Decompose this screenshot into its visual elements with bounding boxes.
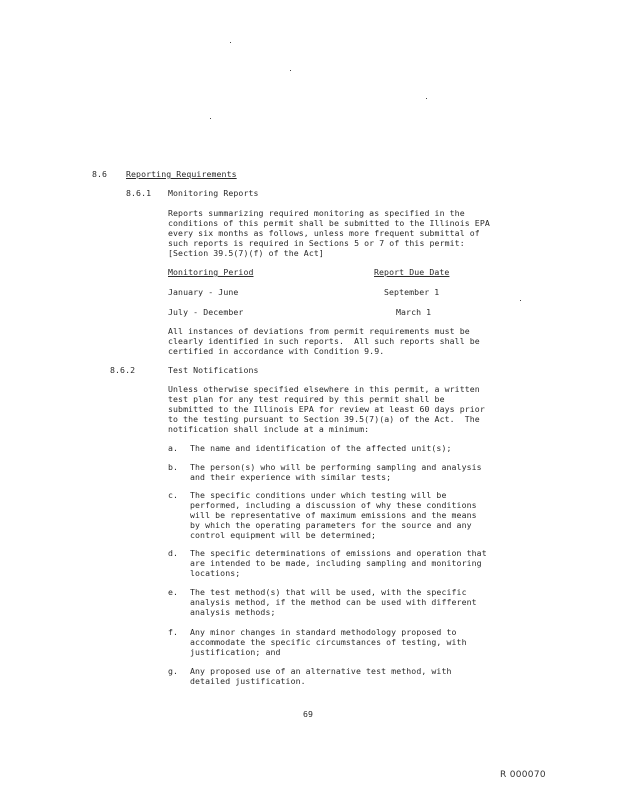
list-item-letter: b. [168, 462, 179, 472]
list-item-letter: a. [168, 443, 179, 453]
table-cell-due-date: September 1 [384, 287, 440, 297]
list-item-text: Any proposed use of an alternative test method, with detailed justification. [190, 666, 452, 686]
list-item-letter: e. [168, 587, 179, 597]
table-header-monitoring-period: Monitoring Period [168, 267, 254, 277]
scan-speck [290, 70, 291, 71]
list-item-text: The specific determinations of emissions and operation that are intended to be made, including sampling and monitoring locations; [190, 548, 487, 578]
list-item-text: The person(s) who will be performing sampling and analysis and their experience with similar tests; [190, 462, 482, 482]
list-item-letter: d. [168, 548, 179, 558]
list-item-text: Any minor changes in standard methodology proposed to accommodate the specific circumstances of testing, with justification; and [190, 627, 467, 657]
list-item-letter: f. [168, 627, 179, 637]
scan-speck [520, 300, 521, 301]
scan-speck [230, 42, 231, 43]
subsection-1-number: 8.6.1 [126, 188, 152, 198]
table-cell-due-date: March 1 [396, 307, 432, 317]
list-item-text: The test method(s) that will be used, with the specific analysis method, if the method can be used with different analysis methods; [190, 587, 477, 617]
scan-speck [210, 118, 211, 119]
subsection-2-intro: Unless otherwise specified elsewhere in this permit, a written test plan for any test required by this permit shall be submitted to the Illinois EPA for review at least 60 days prior to the testing pursuant to Section 39.5(7)(a) of the Act. The notification shall include at a minimum: [168, 384, 485, 434]
subsection-2-number: 8.6.2 [110, 365, 136, 375]
table-cell-period: January - June [168, 287, 239, 297]
scan-speck [426, 98, 427, 99]
list-item-letter: c. [168, 490, 179, 500]
bates-stamp: R 000070 [500, 770, 546, 780]
list-item-text: The specific conditions under which testing will be performed, including a discussion of why these conditions will be representative of maximum emissions and the means by which the operating parameters for the source and any control equipment will be determined; [190, 490, 477, 540]
subsection-1-intro: Reports summarizing required monitoring as specified in the conditions of this permit shall be submitted to the Illinois EPA every six months as follows, unless more frequent submittal of such reports is required in Sections 5 or 7 of this permit: [Section 39.5(7)(f) of the Act] [168, 208, 490, 258]
subsection-2-title: Test Notifications [168, 365, 259, 375]
section-number: 8.6 [92, 169, 108, 179]
list-item-text: The name and identification of the affected unit(s); [190, 443, 452, 453]
table-header-report-due-date: Report Due Date [374, 267, 450, 277]
page-number: 69 [303, 709, 314, 719]
list-item-letter: g. [168, 666, 179, 676]
table-cell-period: July - December [168, 307, 244, 317]
section-title: Reporting Requirements [126, 169, 237, 179]
subsection-1-title: Monitoring Reports [168, 188, 259, 198]
subsection-1-closing: All instances of deviations from permit requirements must be clearly identified in such reports. All such reports shall be certified in accordance with Condition 9.9. [168, 326, 480, 356]
